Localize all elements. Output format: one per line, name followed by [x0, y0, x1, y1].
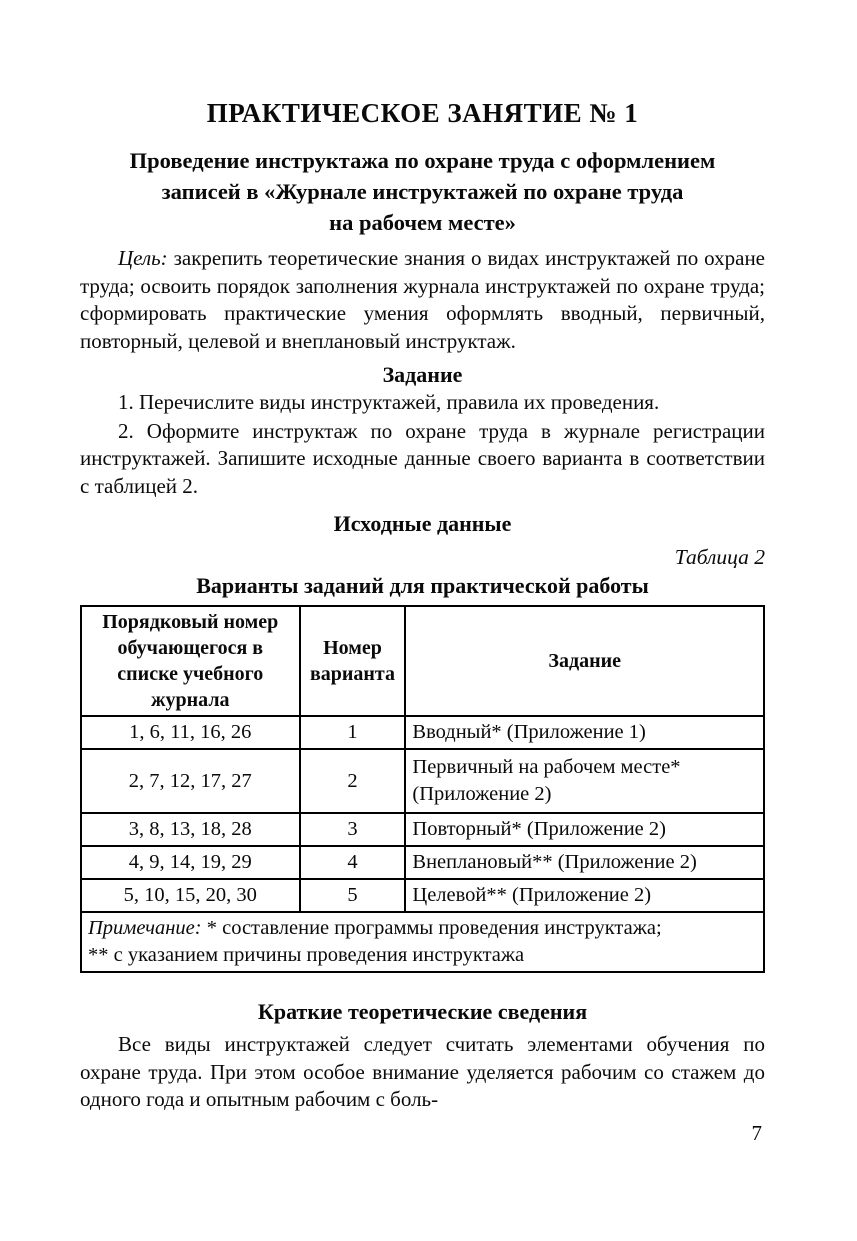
table-note-row	[81, 912, 764, 972]
tasks-heading: Задание	[382, 362, 463, 387]
subtitle-line: Проведение инструктажа по охране труда с оформлением	[129, 148, 716, 173]
table-header-cell: Порядковый номер обучающегося в списке учебного журнала	[81, 606, 300, 716]
theory-paragraph: Все виды инструктажей следует считать элементами обучения по охране труда. При этом особое внимание уделяется рабочим со стажем до одного года и опытным рабочим с боль-	[80, 1032, 765, 1111]
goal-text: закрепить теоретические знания о видах инструктажей по охране труда; освоить порядок заполнения журнала инструктажей по охране труда; сформировать практические умения оформлять вводный, первичный, повторный, целевой и внеплановый инструктаж.	[80, 246, 765, 353]
goal-paragraph	[80, 245, 765, 355]
page-number: 7	[751, 1121, 762, 1145]
table-row	[81, 846, 764, 879]
table-cell: Целевой** (Приложение 2)	[405, 879, 764, 912]
note-label: Примечание:	[88, 917, 202, 939]
table-note	[81, 912, 764, 972]
table-cell: 3, 8, 13, 18, 28	[81, 813, 300, 846]
table-cell: Вводный* (Приложение 1)	[405, 716, 764, 749]
note-text-2: ** с указанием причины проведения инструктажа	[88, 944, 525, 966]
table-cell: 1, 6, 11, 16, 26	[81, 716, 300, 749]
theory-heading: Краткие теоретические сведения	[257, 999, 588, 1024]
table-cell: 4, 9, 14, 19, 29	[81, 846, 300, 879]
table-cell: 5, 10, 15, 20, 30	[81, 879, 300, 912]
table-header-cell: Задание	[405, 606, 764, 716]
table-cell: Повторный* (Приложение 2)	[405, 813, 764, 846]
subtitle-line: записей в «Журнале инструктажей по охране труда	[161, 179, 684, 204]
table-header-row	[81, 606, 764, 716]
table-cell: 5	[300, 879, 406, 912]
table-caption: Таблица 2	[674, 545, 765, 569]
table-cell: Внеплановый** (Приложение 2)	[405, 846, 764, 879]
table-header-cell: Номер варианта	[300, 606, 406, 716]
source-data-heading: Исходные данные	[333, 511, 512, 536]
table-cell: 2	[300, 749, 406, 813]
table-cell: 4	[300, 846, 406, 879]
subtitle	[80, 145, 765, 238]
table-title: Варианты заданий для практической работы	[196, 573, 649, 598]
note-text-1: * составление программы проведения инструктажа;	[201, 917, 662, 939]
task-item-2: 2. Оформите инструктаж по охране труда в журнале регистрации инструктажей. Запишите исходные данные своего варианта в соответствии с таблицей 2.	[80, 418, 765, 498]
table-row	[81, 879, 764, 912]
goal-label: Цель:	[118, 246, 168, 270]
table-cell: 3	[300, 813, 406, 846]
table-row	[81, 716, 764, 749]
page-title: ПРАКТИЧЕСКОЕ ЗАНЯТИЕ № 1	[206, 98, 639, 128]
table-cell: Первичный на рабочем месте* (Приложение 2)	[405, 749, 764, 813]
table-row	[81, 813, 764, 846]
table-row	[81, 749, 764, 813]
table-cell: 1	[300, 716, 406, 749]
task-item-1: 1. Перечислите виды инструктажей, правила их проведения.	[118, 390, 660, 414]
note-line-1	[88, 915, 757, 942]
subtitle-line: на рабочем месте»	[329, 210, 516, 235]
variants-table	[80, 605, 765, 973]
table-cell: 2, 7, 12, 17, 27	[81, 749, 300, 813]
